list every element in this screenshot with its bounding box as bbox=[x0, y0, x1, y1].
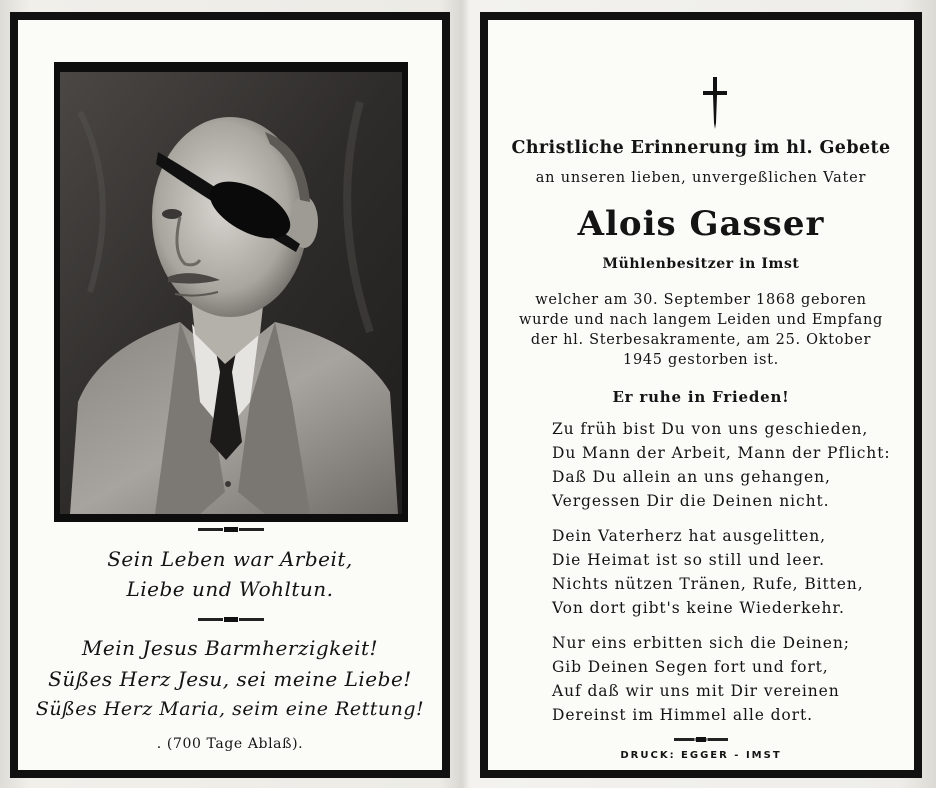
printer-imprint: DRUCK: EGGER - IMST bbox=[620, 750, 782, 761]
poem-line: Daß Du allein an uns gehangen, bbox=[552, 468, 831, 486]
prayer-line-1: Mein Jesus Barmherzigkeit! bbox=[81, 636, 379, 660]
deceased-name: Alois Gasser bbox=[577, 204, 825, 244]
poem-line: Gib Deinen Segen fort und fort, bbox=[552, 658, 829, 676]
poem-line: Auf daß wir uns mit Dir vereinen bbox=[552, 682, 840, 700]
memorial-card-left bbox=[10, 12, 450, 778]
poem-line: Vergessen Dir die Deinen nicht. bbox=[552, 492, 830, 510]
occupation-line: Mühlenbesitzer in Imst bbox=[602, 256, 800, 272]
poem-line: Nichts nützen Tränen, Rufe, Bitten, bbox=[552, 575, 864, 593]
poem-line: Dereinst im Himmel alle dort. bbox=[552, 706, 813, 724]
poem-line: Du Mann der Arbeit, Mann der Pflicht: bbox=[552, 444, 891, 462]
memorial-heading: Christliche Erinnerung im hl. Gebete bbox=[511, 138, 891, 158]
portrait-photo-frame bbox=[54, 62, 408, 522]
poem-line: Nur eins erbitten sich die Deinen; bbox=[552, 634, 850, 652]
prayer-line-2: Süßes Herz Jesu, sei meine Liebe! bbox=[48, 667, 412, 691]
biography-line-1: welcher am 30. September 1868 geboren bbox=[535, 292, 867, 308]
dedication-line: an unseren lieben, unvergeßlichen Vater bbox=[535, 170, 867, 186]
poem-line: Die Heimat ist so still und leer. bbox=[552, 551, 825, 569]
indulgence-note: . (700 Tage Ablaß). bbox=[156, 736, 304, 752]
motto-line-2: Liebe und Wohltun. bbox=[126, 577, 334, 601]
divider-rule-top bbox=[198, 528, 264, 531]
divider-rule-middle bbox=[198, 618, 264, 621]
motto-line-1: Sein Leben war Arbeit, bbox=[107, 547, 353, 571]
poem-line: Zu früh bist Du von uns geschieden, bbox=[552, 420, 869, 438]
poem-line: Von dort gibt's keine Wiederkehr. bbox=[552, 599, 845, 617]
prayer-line-3: Süßes Herz Maria, seim eine Rettung! bbox=[35, 698, 425, 720]
memorial-card-right bbox=[480, 12, 922, 778]
rest-in-peace: Er ruhe in Frieden! bbox=[612, 388, 790, 406]
latin-cross-icon bbox=[700, 75, 730, 131]
divider-rule-bottom bbox=[674, 738, 728, 741]
biography-line-4: 1945 gestorben ist. bbox=[623, 352, 779, 368]
poem-line: Dein Vaterherz hat ausgelitten, bbox=[552, 527, 826, 545]
biography-line-2: wurde und nach langem Leiden und Empfang bbox=[518, 312, 884, 328]
portrait-photo bbox=[60, 72, 402, 514]
biography-line-3: der hl. Sterbesakramente, am 25. Oktober bbox=[530, 332, 872, 348]
